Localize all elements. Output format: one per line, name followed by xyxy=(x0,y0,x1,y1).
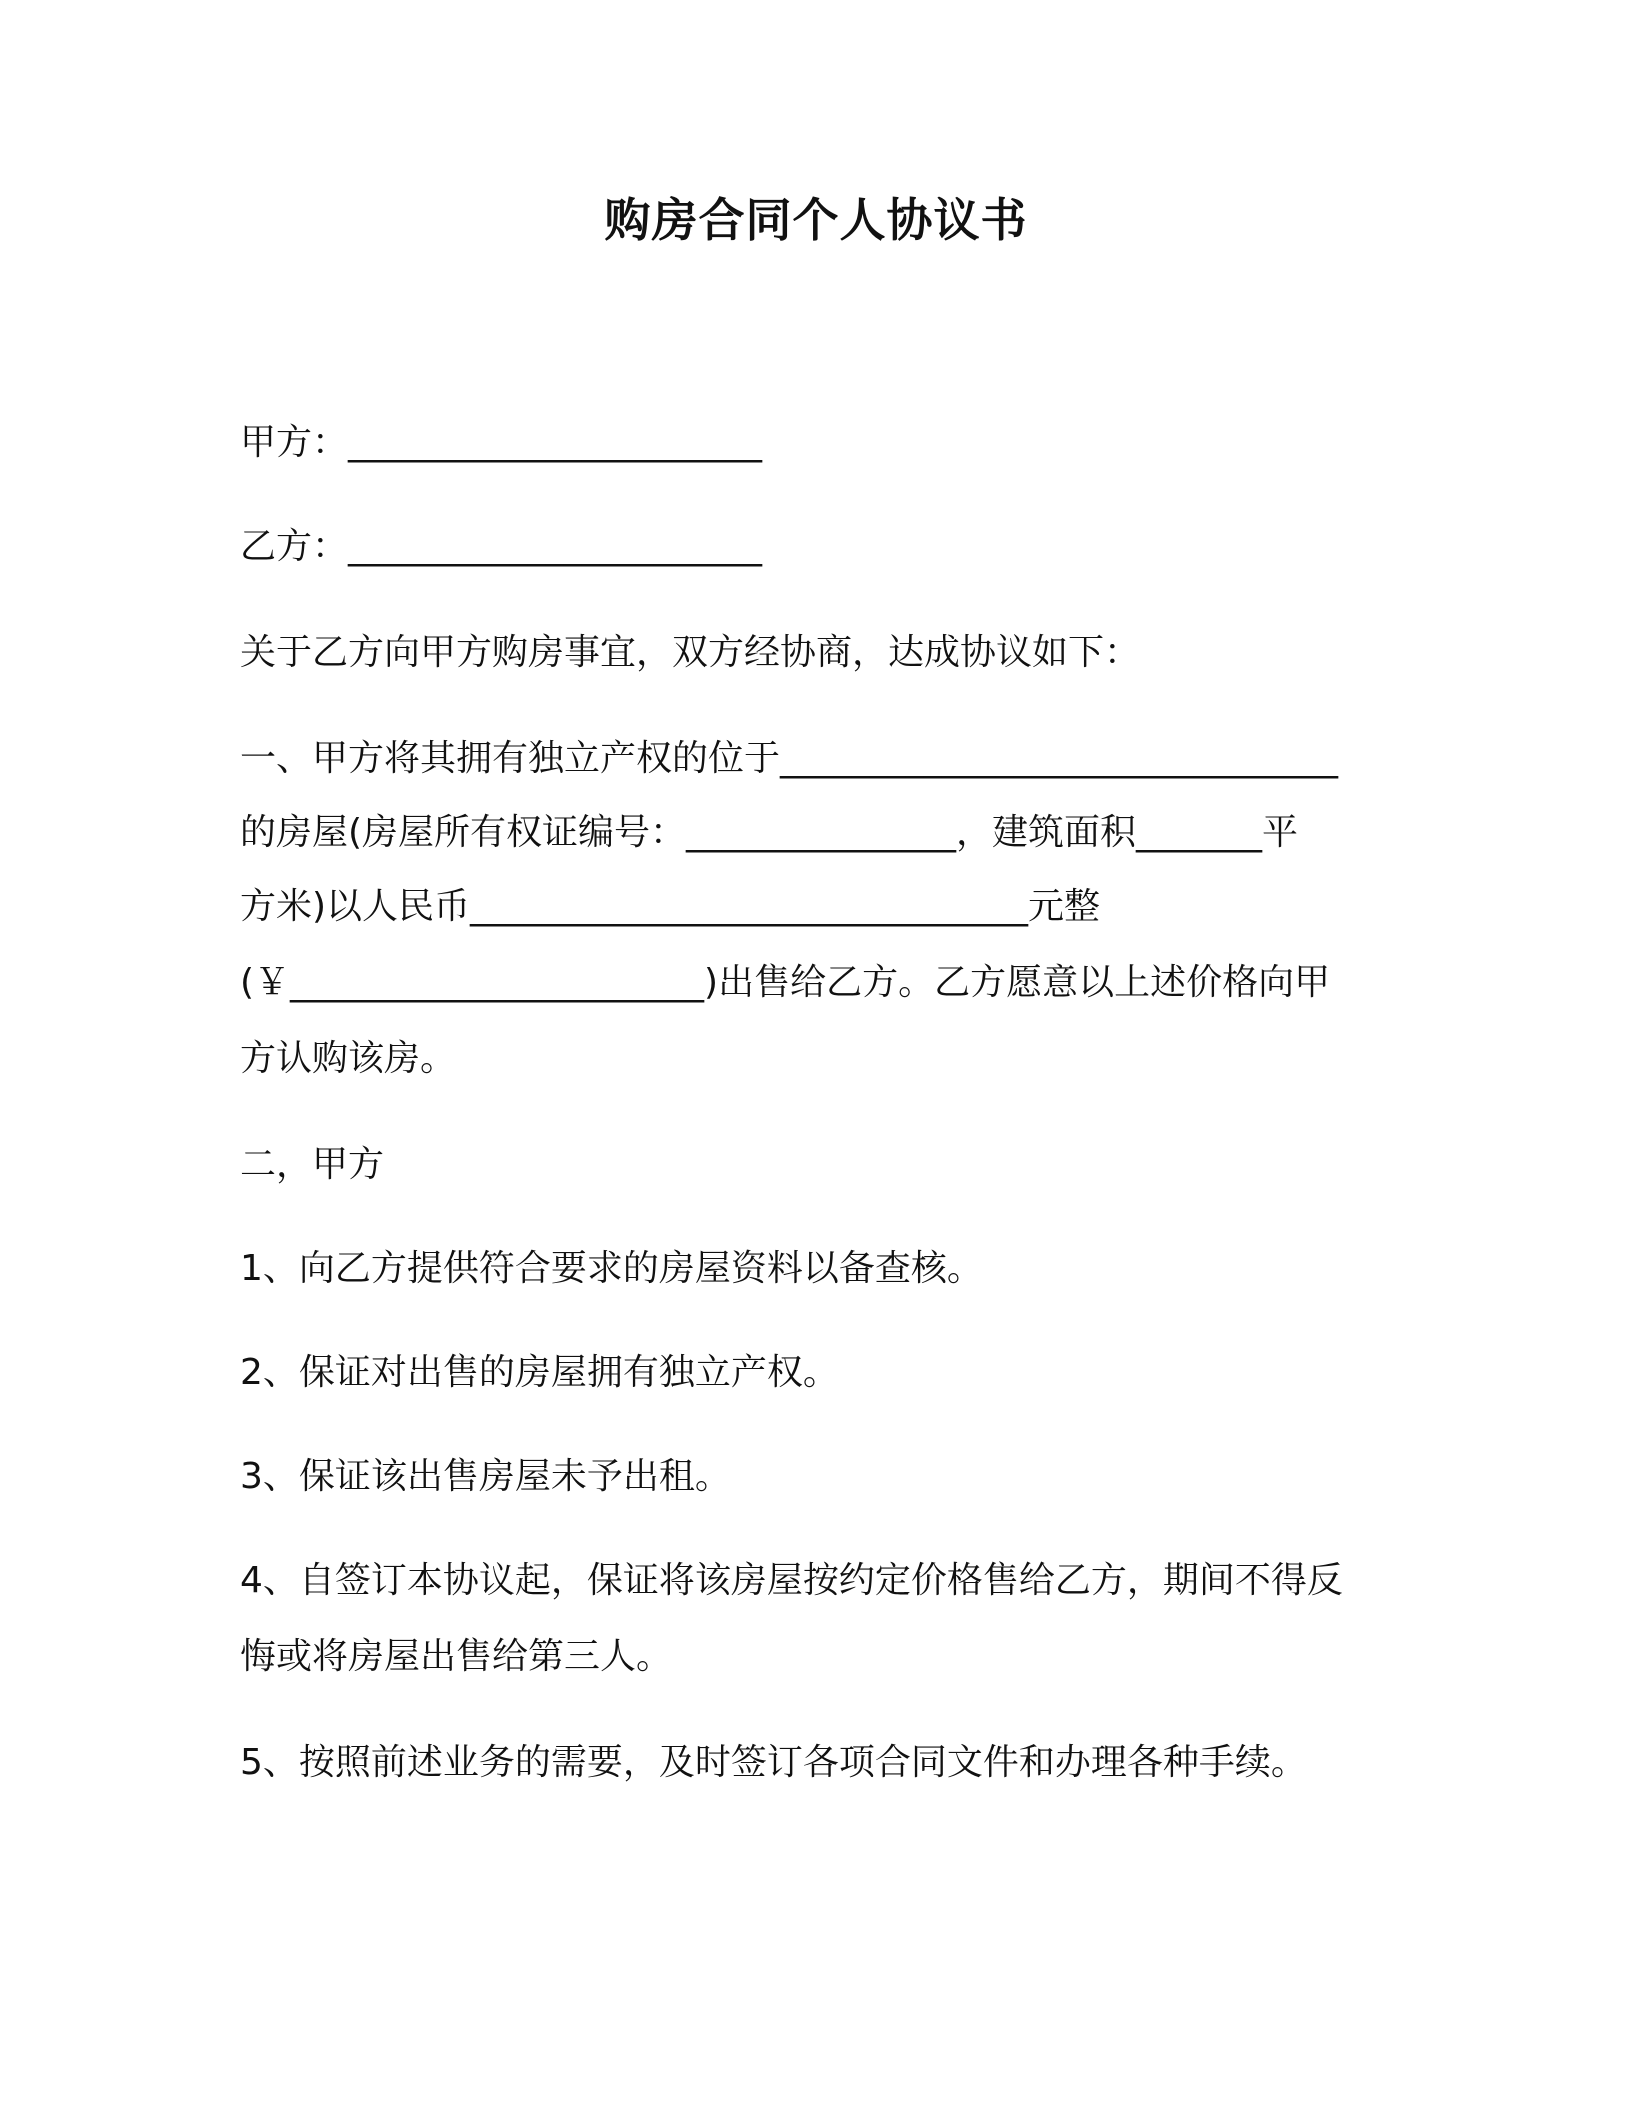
list-item: 5、按照前述业务的需要，及时签订各项合同文件和办理各种手续。 xyxy=(240,1742,1307,1783)
clause-1-line-5: 方认购该房。 xyxy=(240,1038,457,1079)
clause-1-line-4: (￥_______________________)出售给乙方。乙方愿意以上述价格向甲 xyxy=(240,962,1331,1003)
clause-1-line-1: 一、甲方将其拥有独立产权的位于_______________________________ xyxy=(240,738,1339,779)
intro-paragraph: 关于乙方向甲方购房事宜，双方经协商，达成协议如下： xyxy=(240,632,1141,673)
clause-1-line-3: 方米)以人民币_______________________________元整 xyxy=(240,886,1101,927)
list-item: 2、保证对出售的房屋拥有独立产权。 xyxy=(240,1352,839,1393)
document-title: 购房合同个人协议书 xyxy=(604,193,1028,247)
list-item-continuation: 悔或将房屋出售给第三人。 xyxy=(240,1636,673,1677)
list-item: 4、自签订本协议起，保证将该房屋按约定价格售给乙方，期间不得反 xyxy=(240,1560,1343,1601)
list-item: 3、保证该出售房屋未予出租。 xyxy=(240,1456,731,1497)
list-item: 1、向乙方提供符合要求的房屋资料以备查核。 xyxy=(240,1248,983,1289)
section-2-heading: 二，甲方 xyxy=(240,1144,385,1185)
clause-1-line-2: 的房屋(房屋所有权证编号：_______________，建筑面积_______平 xyxy=(240,812,1299,853)
party-b-line: 乙方：_______________________ xyxy=(240,526,763,567)
party-a-line: 甲方：_______________________ xyxy=(240,422,763,463)
